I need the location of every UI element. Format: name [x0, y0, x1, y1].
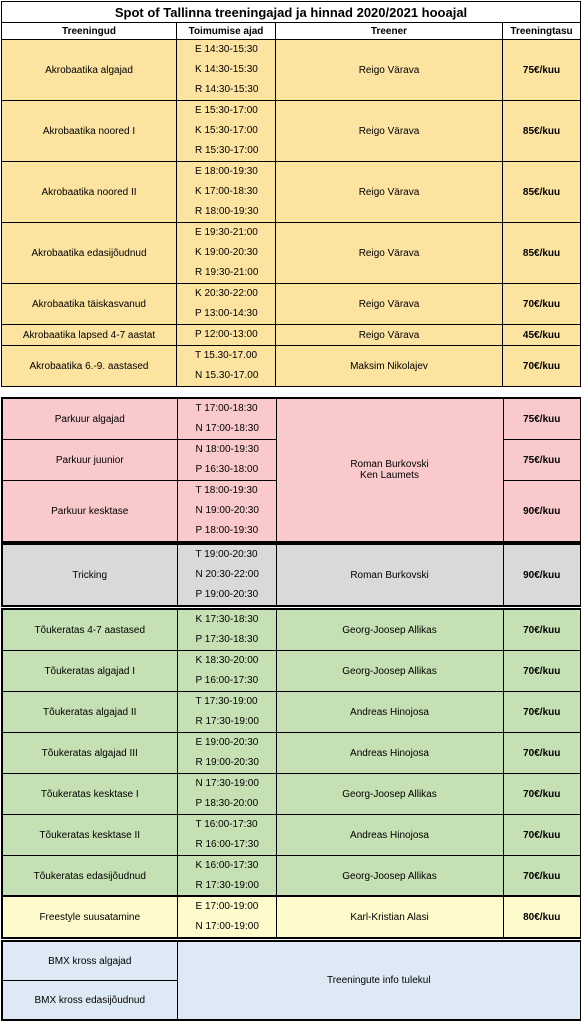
course-times: T 15.30-17.00 N 15.30-17.00	[177, 346, 276, 387]
course-name: Akrobaatika edasijõudnud	[2, 223, 177, 284]
course-name: Parkuur algajad	[2, 398, 177, 440]
table-row	[2, 692, 581, 733]
course-price: 75€/kuu	[503, 440, 581, 481]
course-times: E 17:00-19:00 N 17:00-19:00	[177, 896, 276, 938]
coach-name: Andreas Hinojosa	[276, 733, 503, 774]
course-name: Akrobaatika algajad	[2, 40, 177, 101]
header-course: Treeningud	[2, 23, 177, 40]
course-name: Parkuur juunior	[2, 440, 177, 481]
header-times: Toimumise ajad	[177, 23, 276, 40]
table-row	[2, 284, 581, 325]
coach-name: Reigo Värava	[276, 325, 503, 346]
course-price: 80€/kuu	[503, 896, 581, 938]
freestyle-table	[1, 895, 581, 939]
course-name: Tõukeratas kesktase II	[2, 815, 177, 856]
coach-name: Georg-Joosep Allikas	[276, 774, 503, 815]
coach-name: Georg-Joosep Allikas	[276, 856, 503, 898]
course-name: Akrobaatika noored I	[2, 101, 177, 162]
table-row	[2, 609, 581, 651]
header-price: Treeningtasu	[503, 23, 581, 40]
course-price: 70€/kuu	[503, 284, 581, 325]
course-times: K 20:30-22:00 P 13:00-14:30	[177, 284, 276, 325]
table-row	[2, 544, 581, 606]
course-name: Tricking	[2, 544, 177, 606]
course-times: N 18:00-19:30 P 16:30-18:00	[177, 440, 276, 481]
course-times: E 18:00-19:30 K 17:00-18:30 R 18:00-19:30	[177, 162, 276, 223]
course-name: Tõukeratas algajad II	[2, 692, 177, 733]
course-name: Akrobaatika lapsed 4-7 aastat	[2, 325, 177, 346]
course-times: N 17:30-19:00 P 18:30-20:00	[177, 774, 276, 815]
course-price: 70€/kuu	[503, 733, 581, 774]
table-row	[2, 398, 581, 440]
table-row	[2, 346, 581, 387]
table-row	[2, 223, 581, 284]
table-row	[2, 941, 581, 981]
course-price: 75€/kuu	[503, 40, 581, 101]
course-times: T 17:00-18:30 N 17:00-18:30	[177, 398, 276, 440]
page-title: Spot of Tallinna treeningajad ja hinnad 2020/2021 hooajal	[2, 2, 581, 23]
coach-name: Reigo Värava	[276, 162, 503, 223]
table-row	[2, 896, 581, 938]
course-price: 70€/kuu	[503, 651, 581, 692]
course-price: 75€/kuu	[503, 398, 581, 440]
coach-name: Reigo Värava	[276, 40, 503, 101]
course-times: E 19:30-21:00 K 19:00-20:30 R 19:30-21:00	[177, 223, 276, 284]
course-price: 90€/kuu	[503, 481, 581, 543]
coach-name: Reigo Värava	[276, 223, 503, 284]
course-name: Tõukeratas algajad I	[2, 651, 177, 692]
table-row	[2, 774, 581, 815]
tricking-table	[1, 543, 581, 607]
header-coach: Treener	[276, 23, 503, 40]
course-times: E 15:30-17:00 K 15:30-17:00 R 15:30-17:00	[177, 101, 276, 162]
coach-name: Andreas Hinojosa	[276, 692, 503, 733]
course-price: 90€/kuu	[503, 544, 581, 606]
course-price: 45€/kuu	[503, 325, 581, 346]
table-row	[2, 40, 581, 101]
course-times: K 18:30-20:00 P 16:00-17:30	[177, 651, 276, 692]
tou-table	[1, 608, 581, 898]
course-name: BMX kross edasijõudnud	[2, 981, 177, 1021]
coach-name: Andreas Hinojosa	[276, 815, 503, 856]
course-name: Tõukeratas edasijõudnud	[2, 856, 177, 898]
course-name: Freestyle suusatamine	[2, 896, 177, 938]
table-row	[2, 162, 581, 223]
table-row	[2, 101, 581, 162]
course-name: Akrobaatika noored II	[2, 162, 177, 223]
course-price: 70€/kuu	[503, 346, 581, 387]
course-times: E 19:00-20:30 R 19:00-20:30	[177, 733, 276, 774]
course-price: 70€/kuu	[503, 856, 581, 898]
akro-table	[1, 1, 581, 387]
coach-name: Reigo Värava	[276, 284, 503, 325]
course-name: Tõukeratas 4-7 aastased	[2, 609, 177, 651]
course-price: 70€/kuu	[503, 774, 581, 815]
course-times: T 19:00-20:30 N 20:30-22:00 P 19:00-20:30	[177, 544, 276, 606]
course-times: K 16:00-17:30 R 17:30-19:00	[177, 856, 276, 898]
course-times: P 12:00-13:00	[177, 325, 276, 346]
bmx-table	[1, 940, 581, 1021]
table-row	[2, 651, 581, 692]
course-price: 70€/kuu	[503, 815, 581, 856]
coach-name: Maksim Nikolajev	[276, 346, 503, 387]
table-row	[2, 325, 581, 346]
coach-name: Reigo Värava	[276, 101, 503, 162]
parkuur-table	[1, 397, 581, 543]
coach-name: Roman Burkovski	[276, 544, 503, 606]
coach-name: Roman Burkovski Ken Laumets	[276, 398, 503, 542]
table-row	[2, 733, 581, 774]
course-price: 85€/kuu	[503, 101, 581, 162]
table-row	[2, 856, 581, 898]
course-price: 70€/kuu	[503, 692, 581, 733]
bmx-info: Treeningute info tulekul	[177, 941, 581, 1020]
coach-name: Georg-Joosep Allikas	[276, 609, 503, 651]
course-price: 70€/kuu	[503, 609, 581, 651]
course-name: Tõukeratas kesktase I	[2, 774, 177, 815]
course-name: BMX kross algajad	[2, 941, 177, 981]
course-price: 85€/kuu	[503, 162, 581, 223]
course-times: T 16:00-17:30 R 16:00-17:30	[177, 815, 276, 856]
course-name: Akrobaatika täiskasvanud	[2, 284, 177, 325]
course-times: E 14:30-15:30 K 14:30-15:30 R 14:30-15:30	[177, 40, 276, 101]
coach-name: Georg-Joosep Allikas	[276, 651, 503, 692]
course-name: Akrobaatika 6.-9. aastased	[2, 346, 177, 387]
course-times: T 18:00-19:30 N 19:00-20:30 P 18:00-19:30	[177, 481, 276, 543]
course-times: T 17:30-19:00 R 17:30-19:00	[177, 692, 276, 733]
course-name: Tõukeratas algajad III	[2, 733, 177, 774]
course-name: Parkuur kesktase	[2, 481, 177, 543]
coach-name: Karl-Kristian Alasi	[276, 896, 503, 938]
course-price: 85€/kuu	[503, 223, 581, 284]
course-times: K 17:30-18:30 P 17:30-18:30	[177, 609, 276, 651]
table-row	[2, 815, 581, 856]
